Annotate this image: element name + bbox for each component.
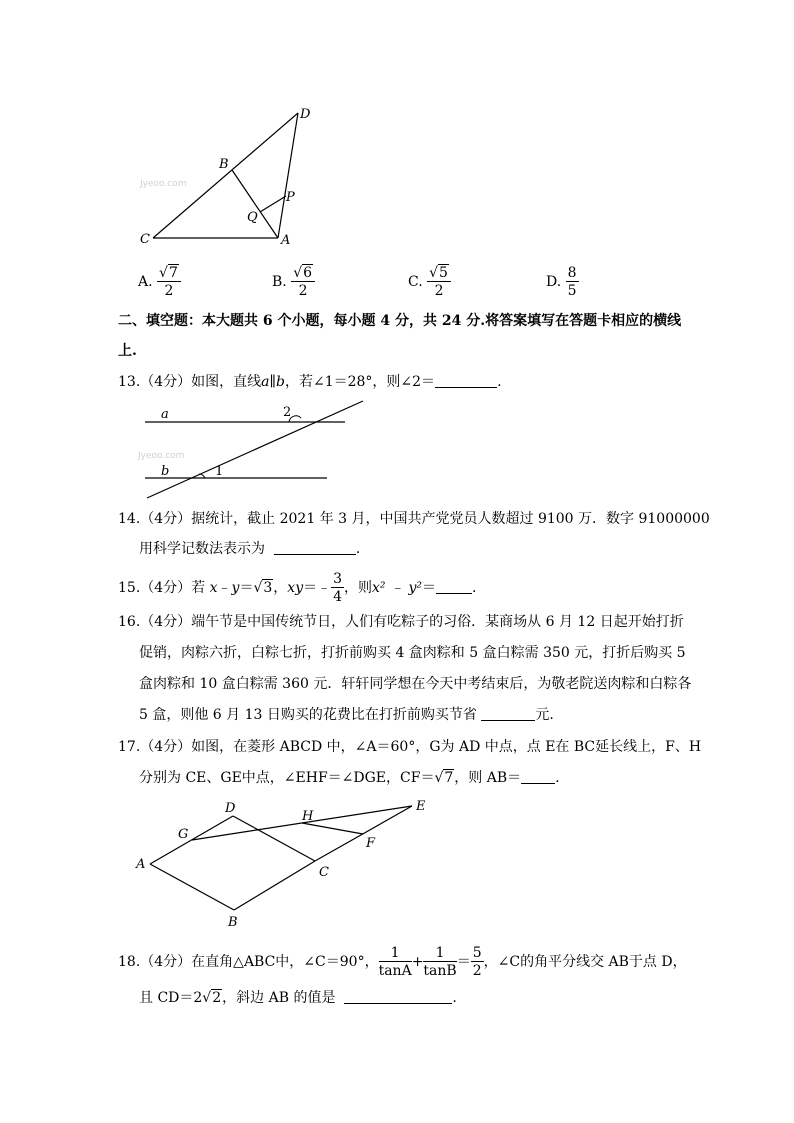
question-16-l3: 盒肉粽和 10 盒白粽需 360 元．轩轩同学想在今天中考结束后，为敬老院送肉粽和白粽各 bbox=[139, 676, 692, 692]
watermark: Jyeoo.com bbox=[140, 179, 187, 189]
line-BA bbox=[232, 170, 278, 238]
choice-a: A. $\frac{√7}{2}$ bbox=[138, 266, 181, 298]
choice-d: D. $\frac{8}{5}$ bbox=[546, 265, 577, 299]
label-C: C bbox=[140, 232, 150, 247]
label-F: F bbox=[366, 836, 376, 851]
question-16-l4: 5 盒，则他 6 月 13 日购买的花费比在打折前购买节省 元. bbox=[139, 707, 554, 723]
question-17: 17.（4分）如图，在菱形 ABCD 中，∠A＝60°，G为 AD 中点，点 E在 BC延长线上，F、H bbox=[118, 739, 702, 755]
label-A: A bbox=[281, 233, 291, 248]
figure-q17 bbox=[130, 796, 440, 936]
choice-c: C. $\frac{√5}{2}$ bbox=[408, 266, 451, 298]
figure-q13 bbox=[135, 396, 375, 506]
label-A: A bbox=[136, 857, 146, 872]
line-AB bbox=[150, 864, 234, 910]
question-16-l2: 促销，肉粽六折，白粽七折，打折前购买 4 盒肉粽和 5 盒白粽需 350 元，打折后购买 5 bbox=[139, 645, 686, 661]
line-AD bbox=[150, 816, 233, 864]
answer-blank-13[interactable] bbox=[435, 373, 497, 388]
label-E: E bbox=[416, 799, 426, 814]
label-P: P bbox=[286, 190, 295, 205]
question-18-cont: 且 CD＝2√2，斜边 AB 的值是 . bbox=[139, 990, 457, 1006]
answer-blank-14[interactable] bbox=[274, 540, 356, 555]
question-18: 18.（4分）在直角△ABC中，∠C＝90°， $\frac{1}{\tan A}$ + $\frac{1}{\tan B}$ ＝ $\frac{5}{2}$ ，∠C的角平分线交 AB于点 D， bbox=[118, 945, 687, 979]
label-b: b bbox=[161, 464, 170, 479]
question-15: 15.（4分）若 x﹣y＝√3，xy＝﹣ $\frac{3}{4}$ ，则x² ﹣ y²＝ . bbox=[118, 571, 477, 605]
watermark: Jyeoo.com bbox=[138, 451, 185, 461]
answer-blank-17[interactable] bbox=[521, 769, 555, 784]
label-Q: Q bbox=[247, 210, 258, 225]
question-13: 13.（4分）如图，直线a∥b，若∠1＝28°，则∠2＝ . bbox=[118, 374, 502, 390]
label-H: H bbox=[302, 809, 314, 824]
line-CE bbox=[315, 806, 412, 861]
label-D: D bbox=[300, 107, 311, 122]
label-angle-2: 2 bbox=[283, 405, 292, 420]
answer-blank-15[interactable] bbox=[436, 579, 472, 594]
label-B: B bbox=[219, 157, 229, 172]
answer-blank-18[interactable] bbox=[344, 989, 452, 1004]
question-17-cont: 分别为 CE、GE中点，∠EHF＝∠DGE，CF＝√7，则 AB＝ . bbox=[139, 770, 560, 786]
label-D: D bbox=[225, 801, 236, 816]
section-title-cont: 上. bbox=[118, 343, 137, 359]
choice-b: B. $\frac{√6}{2}$ bbox=[272, 266, 315, 298]
label-G: G bbox=[178, 827, 189, 842]
question-14-cont: 用科学记数法表示为 . bbox=[139, 541, 361, 557]
label-a: a bbox=[161, 407, 169, 422]
label-angle-1: 1 bbox=[215, 464, 224, 479]
line-BC bbox=[234, 861, 315, 910]
section-title: 二、填空题：本大题共 6 个小题，每小题 4 分，共 24 分.将答案填写在答题卡相应的横线 bbox=[118, 313, 682, 329]
line-DA bbox=[278, 113, 298, 238]
line-HF bbox=[302, 823, 363, 834]
transversal bbox=[147, 401, 363, 498]
figure-q12 bbox=[130, 100, 330, 250]
label-B: B bbox=[228, 915, 238, 930]
label-C: C bbox=[319, 865, 329, 880]
line-CD bbox=[153, 113, 298, 238]
answer-blank-16[interactable] bbox=[481, 706, 535, 721]
question-14: 14.（4分）据统计，截止 2021 年 3 月，中国共产党党员人数超过 9100 万．数字 91000000 bbox=[118, 511, 710, 527]
question-16: 16.（4分）端午节是中国传统节日，人们有吃粽子的习俗．某商场从 6 月 12 日起开始打折 bbox=[118, 614, 684, 630]
